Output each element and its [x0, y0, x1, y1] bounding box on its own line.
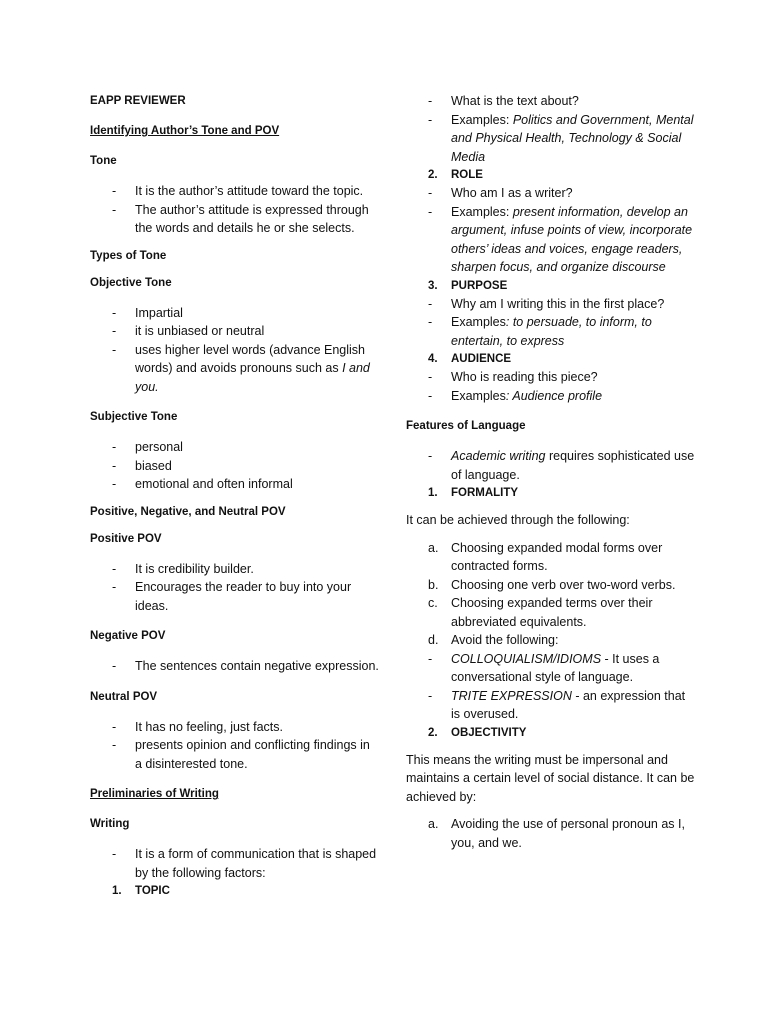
formality-intro: It can be achieved through the following: [406, 513, 630, 527]
list-item [406, 111, 696, 167]
neutral-list [90, 718, 380, 774]
examples-text: Politics and Government, Mental and Physical Health, Technology & Social Media [451, 112, 694, 164]
objectivity-list [406, 815, 696, 852]
feature-formality [406, 484, 696, 502]
list-item [90, 341, 380, 397]
list-item-italic: COLLOQUIALISM/IDIOMS [451, 651, 602, 666]
neutral-pov-heading: Neutral POV [90, 690, 158, 703]
list-item: - Why am I writing this in the first place? [406, 295, 696, 314]
list-item: - emotional and often informal [90, 475, 380, 494]
factor-label: PURPOSE [451, 279, 508, 292]
list-marker: c. [428, 596, 438, 610]
list-item: - presents opinion and conflicting findings in a disinterested tone. [90, 736, 380, 773]
list-item-text: requires sophisticated use of language. [451, 449, 695, 482]
tone-list [90, 182, 380, 238]
positive-list [90, 560, 380, 616]
factor-label: AUDIENCE [451, 353, 512, 365]
negative-pov-heading: Negative POV [90, 630, 166, 642]
writing-heading: Writing [90, 818, 130, 830]
list-item: - Who am I as a writer? [406, 184, 696, 203]
list-item-italic: I and you. [135, 361, 370, 394]
role-number [406, 166, 696, 184]
negative-list [90, 657, 380, 676]
list-item-text: - It uses a conversational style of language. [451, 651, 660, 684]
audience-number [406, 350, 696, 368]
list-item-text: uses higher level words (advance English words) and avoids pronouns such as [135, 342, 365, 375]
writing-list [90, 845, 380, 882]
list-item [406, 576, 696, 595]
feature-label: FORMALITY [451, 487, 519, 499]
list-item-italic: Academic writing [451, 449, 546, 463]
purpose-number [406, 277, 696, 295]
list-marker: 4. [428, 353, 438, 365]
list-item-italic: TRITE EXPRESSION [451, 688, 572, 703]
factor-role [406, 166, 696, 184]
list-item: - It is the author’s attitude toward the topic. [90, 182, 380, 201]
objectivity-number [406, 724, 696, 742]
list-marker: 2. [428, 169, 438, 181]
list-item [406, 447, 696, 484]
feature-objectivity [406, 724, 696, 742]
left-column [90, 92, 380, 900]
list-marker: 2. [428, 726, 438, 739]
avoid-list [406, 650, 696, 724]
list-item [406, 650, 696, 687]
subjective-tone-heading: Subjective Tone [90, 411, 178, 423]
list-marker: a. [428, 540, 439, 555]
objectivity-intro: This means the writing must be impersonal and maintains a certain level of social distance. It can be achieved by: [406, 752, 695, 804]
types-of-tone-heading: Types of Tone [90, 249, 167, 262]
formality-list [406, 539, 696, 650]
formality-number [406, 484, 696, 502]
list-item [406, 539, 696, 576]
list-item: - What is the text about? [406, 92, 696, 111]
list-item [406, 313, 696, 350]
examples-label: Examples [451, 388, 506, 403]
features-heading: Features of Language [406, 420, 526, 432]
preliminaries-heading: Preliminaries of Writing [90, 788, 219, 800]
examples-text: : to persuade, to inform, to entertain, to express [451, 315, 652, 348]
list-item: - It is a form of communication that is shaped by the following factors: [90, 845, 380, 882]
role-list [406, 184, 696, 277]
list-marker: 1. [112, 885, 122, 897]
list-marker: d. [428, 633, 439, 647]
list-marker: 1. [428, 487, 438, 499]
examples-text: : Audience profile [505, 388, 603, 403]
list-item: - Encourages the reader to buy into your ideas. [90, 578, 380, 615]
tone-heading: Tone [90, 155, 117, 167]
list-item-text: - an expression that is overused. [451, 688, 686, 721]
factor-label: TOPIC [135, 885, 170, 897]
list-item: - biased [90, 457, 380, 476]
factor-list [90, 882, 380, 900]
list-item: - it is unbiased or neutral [90, 322, 380, 341]
examples-label: Examples: [451, 204, 513, 219]
list-item: - It has no feeling, just facts. [90, 718, 380, 737]
examples-label: Examples [451, 315, 506, 329]
list-item-text: Avoiding the use of personal pronoun as I, you, and we. [451, 817, 685, 850]
list-item [406, 815, 696, 852]
features-list [406, 447, 696, 484]
factor-label: ROLE [451, 169, 483, 181]
list-item [406, 203, 696, 277]
list-marker: b. [428, 577, 439, 592]
purpose-list [406, 295, 696, 351]
pnn-pov-heading: Positive, Negative, and Neutral POV [90, 505, 286, 518]
objective-tone-heading: Objective Tone [90, 276, 172, 289]
list-item [406, 594, 696, 631]
list-marker: 3. [428, 279, 438, 292]
list-item [406, 387, 696, 406]
list-item [406, 631, 696, 650]
list-item-text: Avoid the following: [451, 633, 559, 647]
feature-label: OBJECTIVITY [451, 726, 527, 739]
document-title: EAPP REVIEWER [90, 95, 186, 107]
list-item: - Who is reading this piece? [406, 368, 696, 387]
section-heading-tone-pov: Identifying Author’s Tone and POV [90, 125, 280, 137]
audience-list [406, 368, 696, 405]
list-item: - It is credibility builder. [90, 560, 380, 579]
objective-list [90, 304, 380, 397]
examples-label: Examples: [451, 112, 513, 127]
list-item: - The author’s attitude is expressed through the words and details he or she selects. [90, 201, 380, 238]
topic-list [406, 92, 696, 166]
examples-text: present information, develop an argument, infuse points of view, incorporate others’ ideas and voices, engage readers, sharpen focus, and organize discourse [451, 204, 693, 274]
list-item: - The sentences contain negative expression. [90, 657, 380, 676]
factor-topic [90, 882, 380, 900]
list-item: - Impartial [90, 304, 380, 323]
list-item [406, 687, 696, 724]
list-item-text: Choosing expanded modal forms over contracted forms. [451, 540, 663, 573]
list-item-text: Choosing one verb over two-word verbs. [451, 577, 676, 592]
list-marker: a. [428, 817, 439, 831]
subjective-list [90, 438, 380, 494]
factor-purpose [406, 277, 696, 295]
factor-audience [406, 350, 696, 368]
list-item-text: Choosing expanded terms over their abbreviated equivalents. [451, 596, 653, 629]
right-column [406, 92, 696, 852]
list-item: - personal [90, 438, 380, 457]
positive-pov-heading: Positive POV [90, 532, 162, 545]
